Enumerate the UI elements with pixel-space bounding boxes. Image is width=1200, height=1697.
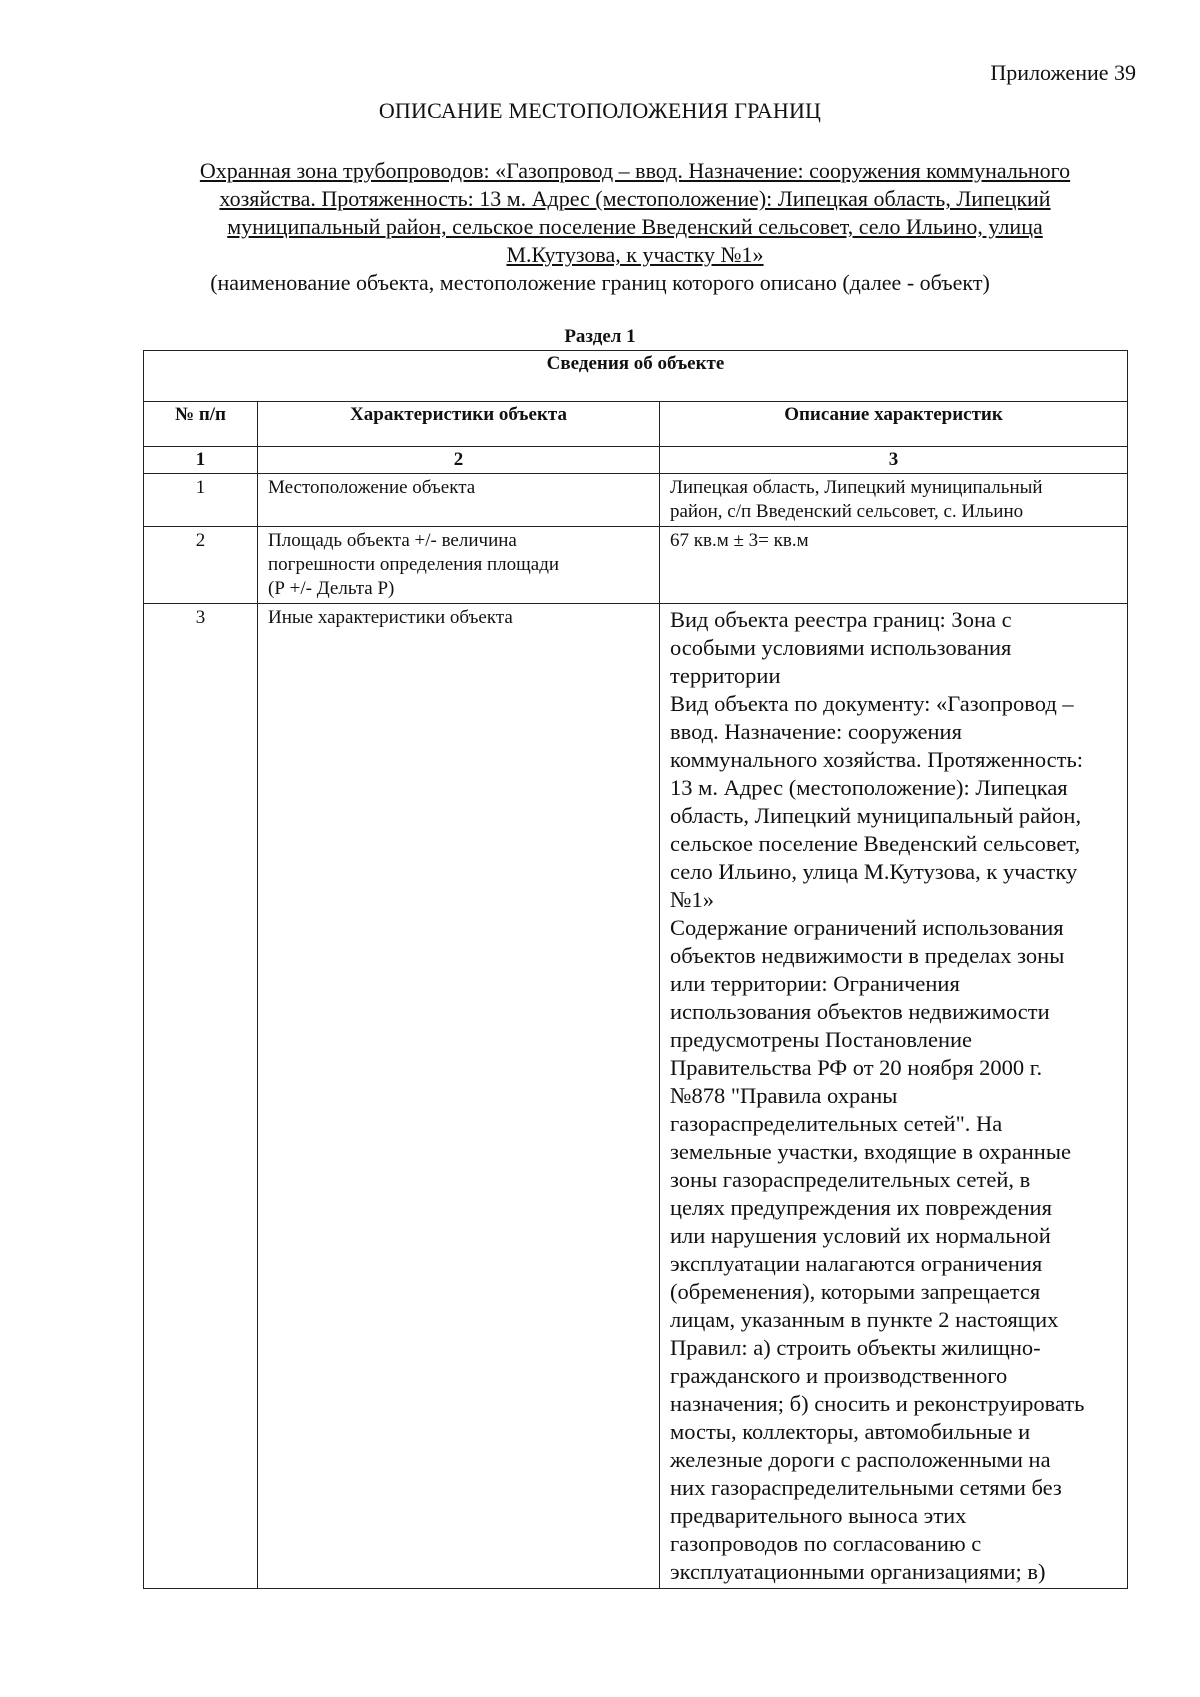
text-line: №1» [670, 887, 714, 912]
text-line: 67 кв.м ± 3= кв.м [670, 530, 809, 551]
object-name [140, 157, 1130, 269]
text-line: село Ильино, улица М.Кутузова, к участку [670, 859, 1078, 884]
row-description [660, 527, 1128, 604]
row-number: 2 [144, 527, 258, 604]
section-title: Раздел 1 [564, 326, 636, 347]
text-line: газопроводов по согласованию с [670, 1531, 982, 1556]
object-name-line: муниципальный район, сельское поселение Введенский сельсовет, село Ильино, улица [227, 214, 1043, 239]
row-number: 3 [144, 604, 258, 1589]
text-line: коммунального хозяйства. Протяженность: [670, 747, 1083, 772]
table-caption-row [144, 351, 1128, 402]
text-line: 13 м. Адрес (местоположение): Липецкая [670, 775, 1068, 800]
column-number: 2 [258, 447, 660, 474]
text-line: объектов недвижимости в пределах зоны [670, 943, 1065, 968]
text-line: Правил: а) строить объекты жилищно- [670, 1335, 1041, 1360]
column-number: 1 [144, 447, 258, 474]
text-line: погрешности определения площади [268, 554, 560, 575]
object-name-line: хозяйства. Протяженность: 13 м. Адрес (местоположение): Липецкая область, Липецкий [219, 186, 1051, 211]
text-line: назначения; б) сносить и реконструировать [670, 1391, 1085, 1416]
text-line: Вид объекта реестра границ: Зона с [670, 607, 1012, 632]
column-header-number: № п/п [144, 402, 258, 447]
text-line: область, Липецкий муниципальный район, [670, 803, 1082, 828]
row-description [660, 604, 1128, 1589]
column-header-description: Описание характеристик [660, 402, 1128, 447]
text-line: целях предупреждения их повреждения [670, 1195, 1052, 1220]
column-number-row [144, 447, 1128, 474]
text-line: лицам, указанным в пункте 2 настоящих [670, 1307, 1059, 1332]
appendix-label: Приложение 39 [990, 60, 1136, 85]
text-line: особыми условиями использования [670, 635, 1012, 660]
object-info-table [143, 350, 1128, 1589]
text-line: Местоположение объекта [268, 477, 476, 498]
text-line: Правительства РФ от 20 ноября 2000 г. [670, 1055, 1043, 1080]
text-line: использования объектов недвижимости [670, 999, 1050, 1024]
text-line: район, с/п Введенский сельсовет, с. Ильино [670, 501, 1024, 522]
text-line: (Р +/- Дельта Р) [268, 578, 395, 599]
text-line: сельское поселение Введенский сельсовет, [670, 831, 1081, 856]
text-line: них газораспределительными сетями без [670, 1475, 1062, 1500]
text-line: зоны газораспределительных сетей, в [670, 1167, 1031, 1192]
table-row [144, 474, 1128, 527]
text-line: Иные характеристики объекта [268, 607, 513, 628]
text-line: земельные участки, входящие в охранные [670, 1139, 1071, 1164]
row-characteristic [258, 527, 660, 604]
text-line: эксплуатации налагаются ограничения [670, 1251, 1043, 1276]
text-line: или нарушения условий их нормальной [670, 1223, 1051, 1248]
text-line: гражданского и производственного [670, 1363, 1008, 1388]
text-line: или территории: Ограничения [670, 971, 960, 996]
text-line: газораспределительных сетей". На [670, 1111, 1003, 1136]
text-line: Вид объекта по документу: «Газопровод – [670, 691, 1074, 716]
table-row [144, 527, 1128, 604]
text-line: ввод. Назначение: сооружения [670, 719, 962, 744]
row-characteristic [258, 604, 660, 1589]
text-line: №878 "Правила охраны [670, 1083, 898, 1108]
row-characteristic [258, 474, 660, 527]
object-caption: (наименование объекта, местоположение границ которого описано (далее - объект) [210, 270, 990, 295]
table-caption: Сведения об объекте [144, 351, 1128, 402]
document-title: ОПИСАНИЕ МЕСТОПОЛОЖЕНИЯ ГРАНИЦ [378, 98, 822, 123]
text-line: предварительного выноса этих [670, 1503, 967, 1528]
text-line: мосты, коллекторы, автомобильные и [670, 1419, 1031, 1444]
row-number: 1 [144, 474, 258, 527]
table-row [144, 604, 1128, 1589]
text-line: предусмотрены Постановление [670, 1027, 973, 1052]
row-description [660, 474, 1128, 527]
text-line: Липецкая область, Липецкий муниципальный [670, 477, 1043, 498]
text-line: Площадь объекта +/- величина [268, 530, 517, 551]
table-header-row [144, 402, 1128, 447]
column-number: 3 [660, 447, 1128, 474]
object-name-line: Охранная зона трубопроводов: «Газопровод – ввод. Назначение: сооружения коммунального [199, 158, 1071, 183]
text-line: железные дороги с расположенными на [670, 1447, 1051, 1472]
text-line: эксплуатационными организациями; в) [670, 1559, 1046, 1584]
column-header-characteristic: Характеристики объекта [258, 402, 660, 447]
text-line: Содержание ограничений использования [670, 915, 1064, 940]
text-line: (обременения), которыми запрещается [670, 1279, 1041, 1304]
text-line: территории [670, 663, 781, 688]
object-name-line: М.Кутузова, к участку №1» [506, 242, 764, 267]
